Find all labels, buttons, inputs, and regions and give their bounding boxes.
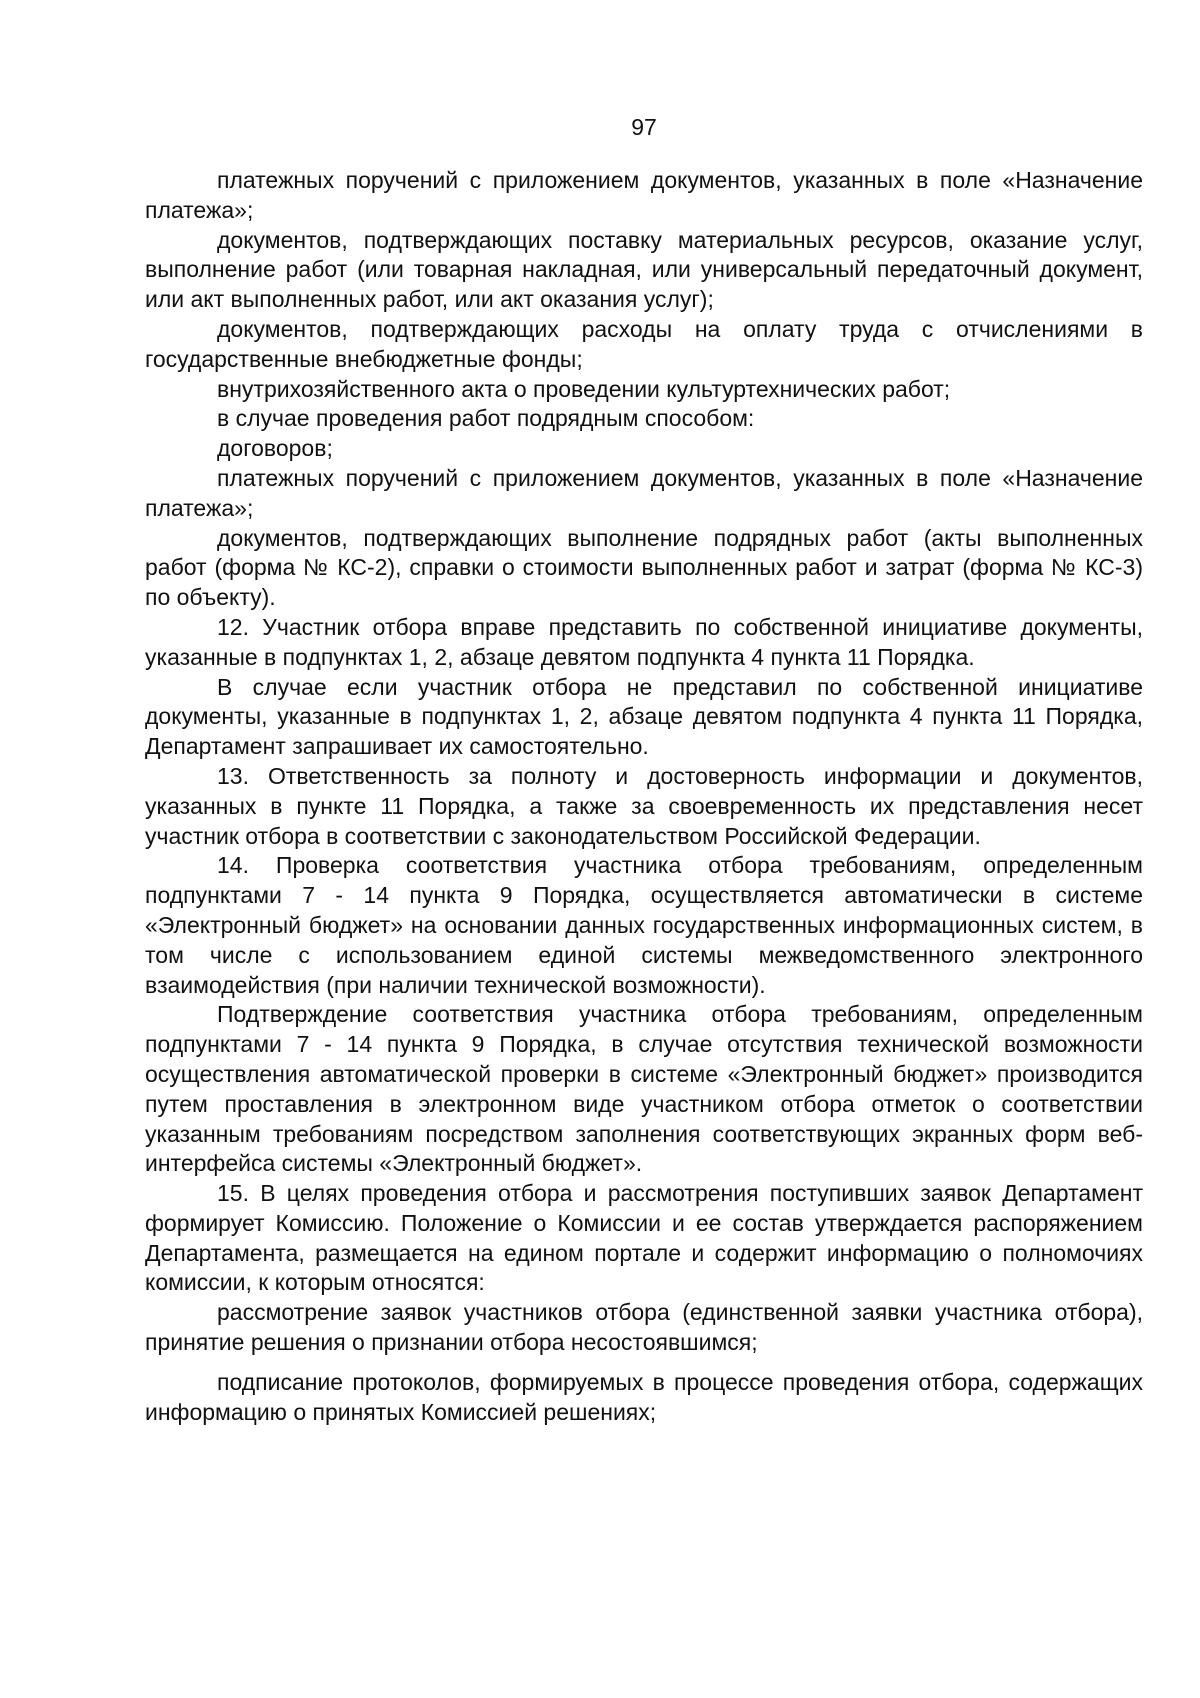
paragraph-contracts: договоров; [217,435,333,462]
document-body [145,166,1143,1427]
paragraph-item-13: 13. Ответственность за полноту и достоверность информации и документов, указанных в пункте 11 Порядка, а также за своевременность их представления несет участник отбора в соответствии с законодательством Российской Федерации. [145,762,1143,849]
page-number: 97 [631,114,657,140]
paragraph-commission-review: рассмотрение заявок участников отбора (единственной заявки участника отбора), принятие решения о признании отбора несостоявшимся; [145,1299,1143,1356]
paragraph-contract-work-documents: документов, подтверждающих выполнение подрядных работ (акты выполненных работ (форма № КС-2), справки о стоимости выполненных работ и затрат (форма № КС-3) по объекту). [145,524,1143,611]
paragraph-supply-documents: документов, подтверждающих поставку материальных ресурсов, оказание услуг, выполнение работ (или товарная накладная, или универсальный передаточный документ, или акт выполненных работ, или акт оказания услуг); [145,226,1143,313]
paragraph-item-14-confirmation: Подтверждение соответствия участника отбора требованиям, определенным подпунктами 7 - 14 пункта 9 Порядка, в случае отсутствия технической возможности осуществления автоматической проверки в системе «Электронный бюджет» производится путем проставления в электронном виде участником отбора отметок о соответствии указанным требованиям посредством заполнения соответствующих экранных форм веб-интерфейса системы «Электронный бюджет». [145,1001,1143,1177]
paragraph-internal-act: внутрихозяйственного акта о проведении культуртехнических работ; [217,375,951,402]
paragraph-commission-protocols: подписание протоколов, формируемых в процессе проведения отбора, содержащих информацию о принятых Комиссией решениях; [145,1368,1143,1425]
paragraph-item-12: 12. Участник отбора вправе представить по собственной инициативе документы, указанные в подпунктах 1, 2, абзаце девятом подпункта 4 пункта 11 Порядка. [145,613,1143,670]
paragraph-item-15: 15. В целях проведения отбора и рассмотрения поступивших заявок Департамент формирует Комиссию. Положение о Комиссии и ее состав утверждается распоряжением Департамента, размещается на едином портале и содержит информацию о полномочиях комиссии, к которым относятся: [145,1180,1143,1296]
paragraph-payment-orders-contract: платежных поручений с приложением документов, указанных в поле «Назначение платежа»; [145,464,1143,521]
paragraph-contract-method: в случае проведения работ подрядным способом: [217,405,755,432]
paragraph-item-14: 14. Проверка соответствия участника отбора требованиям, определенным подпунктами 7 - 14 пункта 9 Порядка, осуществляется автоматически в системе «Электронный бюджет» на основании данных государственных информационных систем, в том числе с использованием единой системы межведомственного электронного взаимодействия (при наличии технической возможности). [145,852,1143,998]
paragraph-labor-cost-documents: документов, подтверждающих расходы на оплату труда с отчислениями в государственные внебюджетные фонды; [145,315,1143,372]
paragraph-payment-orders: платежных поручений с приложением документов, указанных в поле «Назначение платежа»; [145,167,1143,223]
paragraph-item-12-request: В случае если участник отбора не представил по собственной инициативе документы, указанные в подпунктах 1, 2, абзаце девятом подпункта 4 пункта 11 Порядка, Департамент запрашивает их самостоятельно. [145,673,1143,760]
